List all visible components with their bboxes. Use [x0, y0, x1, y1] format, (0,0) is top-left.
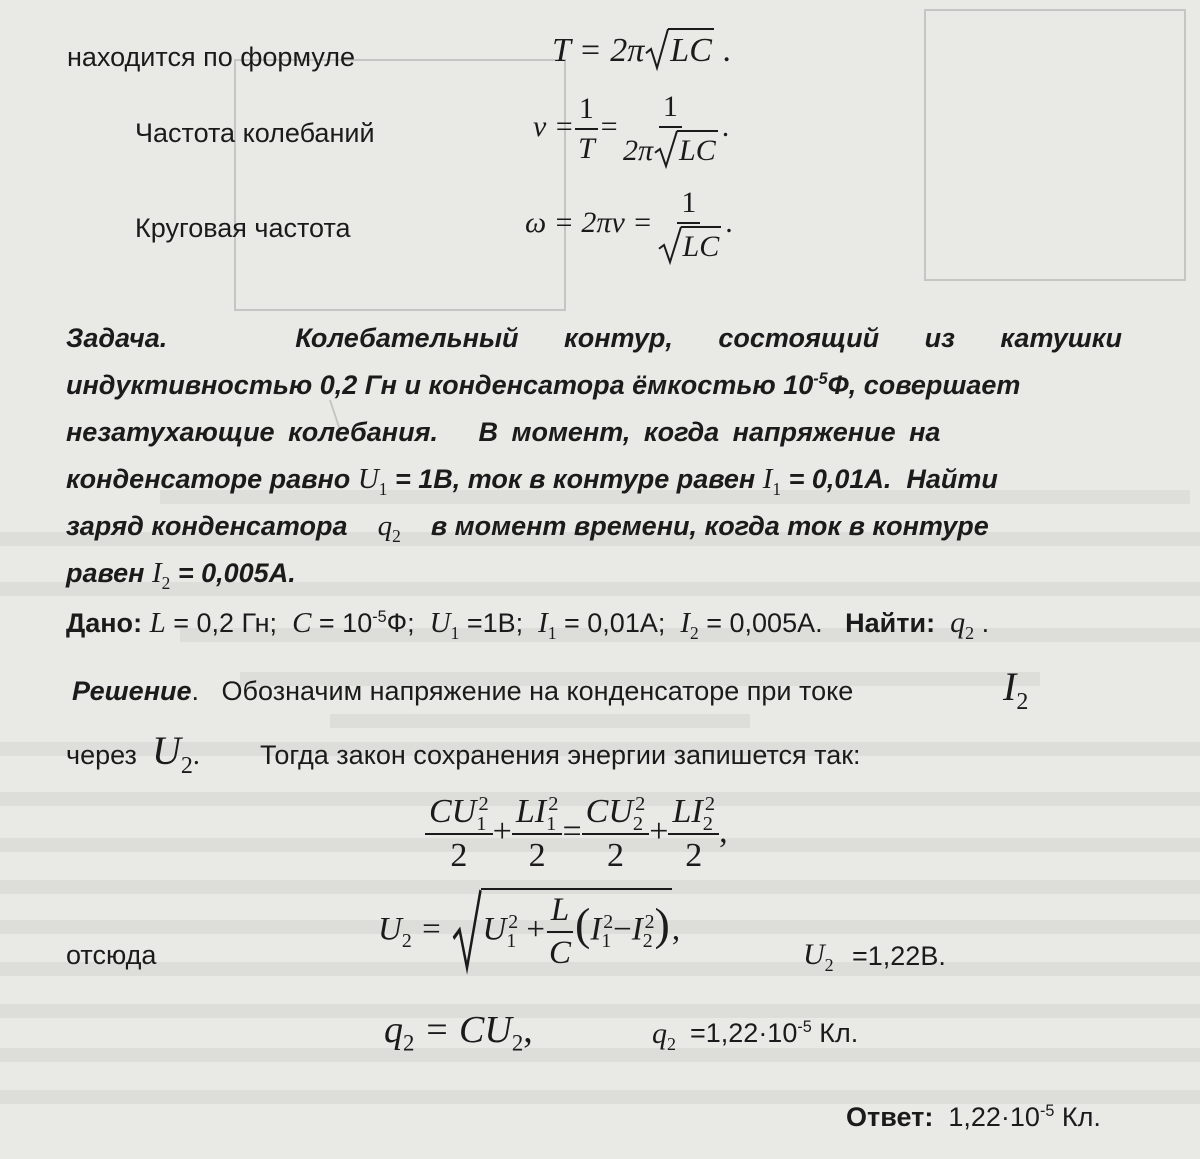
- answer-label: Ответ:: [846, 1102, 934, 1132]
- task-line-6: равен $I_2 = 0,005А$.: [66, 557, 296, 593]
- task-line-1-text: Колебательный контур, состоящий из катушки: [295, 323, 1122, 353]
- q2-result: $=1,22\cdot 10^{-5}$ Кл.: [690, 1018, 859, 1048]
- given-line: Дано: L = 0,2 Гн; $C = 10^{-5}Ф$; $U_1 =1В$; $I_1 = 0,01А$; $I_2 = 0,005А$. Найти: $q_2$ .: [66, 606, 990, 643]
- solution-label: Решение: [72, 676, 192, 706]
- solution-line-2: через: [66, 740, 137, 770]
- frequency-formula: ν = $\frac{1}{T}$ = 1 2π LC .: [533, 90, 730, 167]
- hence-label: отсюда: [66, 940, 157, 970]
- U2-formula: $U_2$ = $U_1^2$ + $\frac{L}{C}$ $(I_1^2-I_2^2)$,: [378, 888, 680, 972]
- circular-label: Круговая частота: [135, 213, 351, 243]
- task-block: [66, 315, 1122, 597]
- solution-line-1: Решение. Обозначим напряжение на конденсаторе при токе: [72, 676, 854, 706]
- energy-equation: $\frac{CU_1^2}{2}$ + $\frac{LI_1^2}{2}$ = $\frac{CU_2^2}{2}$ + $\frac{LI_2^2}{2}$ ,: [425, 793, 728, 875]
- circular-formula: ω = 2πν = $\frac{1}{LC}$ .: [525, 186, 733, 263]
- task-line-2: индуктивностью 0,2 Гн и конденсатора ёмкостью $10^{-5}Ф$, совершает: [66, 370, 1021, 400]
- solution-line-2-text: Тогда закон сохранения энергии запишется так:: [260, 740, 861, 770]
- q2-symbol-result: $q_2$: [652, 1017, 676, 1054]
- task-line-5: заряд конденсатора $q_2$ в момент времени, когда ток в контуре: [66, 510, 989, 546]
- frequency-label: Частота колебаний: [135, 118, 375, 148]
- period-label: находится по формуле: [67, 42, 355, 72]
- task-line-3: незатухающие колебания. В момент, когда напряжение на: [66, 417, 941, 447]
- period-formula: T = 2π LC .: [552, 28, 731, 70]
- U2-symbol-result: $U_2$: [803, 938, 834, 975]
- I2-symbol: $I_2$: [1003, 664, 1029, 715]
- given-label: Дано: [66, 608, 134, 638]
- sqrt-lc: LC: [644, 28, 714, 70]
- task-heading: Задача.: [66, 323, 168, 353]
- U2-result: =1,22В.: [852, 941, 946, 971]
- task-line-1: [66, 315, 1122, 362]
- answer-value: 1,22·10: [948, 1102, 1040, 1132]
- task-line-4: конденсаторе равно $U_1 = 1В$, ток в контуре равен $I_1 = 0,01А$. Найти: [66, 463, 998, 499]
- q2-formula: $q_2 = CU_2$,: [384, 1009, 533, 1056]
- U2-symbol: $U_2$.: [152, 728, 200, 779]
- find-label: Найти: [845, 608, 927, 638]
- answer-line: Ответ: $1,22\cdot 10^{-5}$ Кл.: [846, 1102, 1101, 1132]
